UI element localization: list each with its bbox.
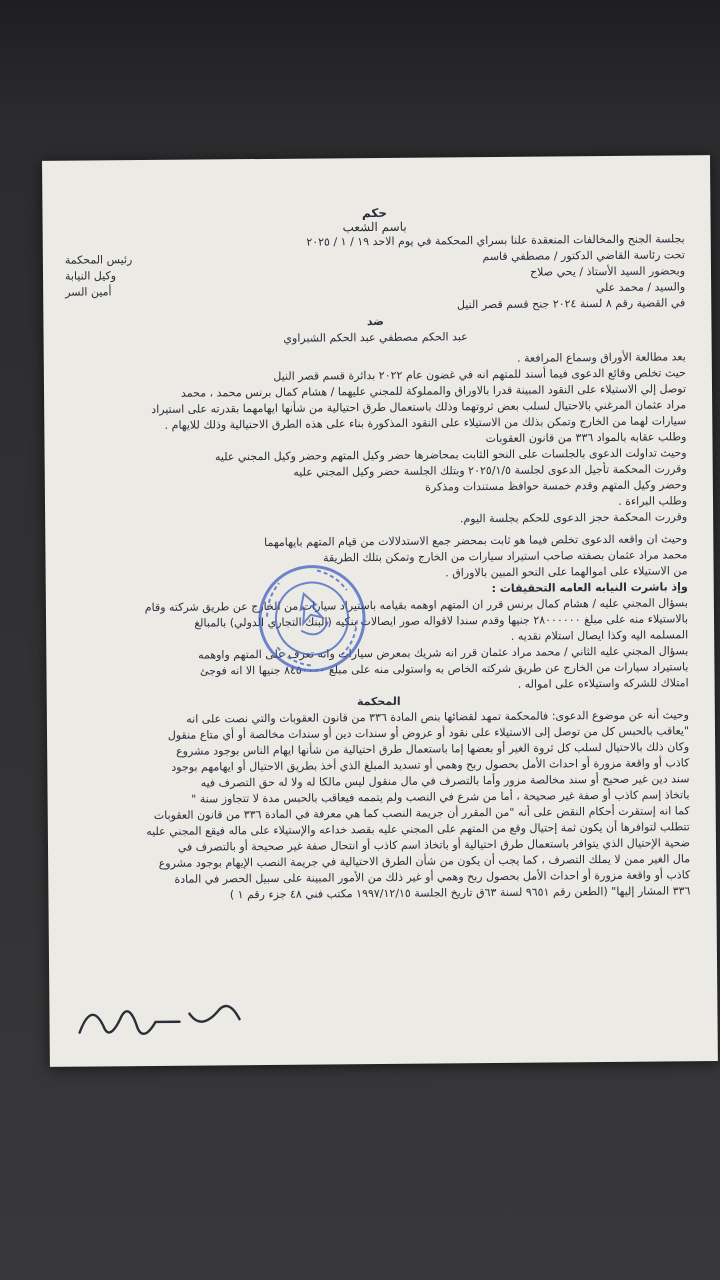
facts-line: امتلاك للشركه واستيلاءه على امواله . [517, 676, 689, 691]
reasoning-line: مال الغير ممن لا يملك التصرف ، كما يجب أن يكون من شأن الطرق الاحتيالية في جريمة النصب الإيهام بوجود مشروع [158, 852, 691, 870]
facts-line: محمد مراد عثمان بصفته صاحب استيراد سيارات من الخارج وتمكن بتلك الطريقة [322, 548, 688, 565]
session-line: بجلسة الجنح والمخالفات المنعقدة علنا بسراي المحكمة في يوم الاحد ١٩ / ١ / ٢٠٢٥ [306, 232, 685, 249]
body-line: حيث تخلص وقائع الدعوى فيما أسند للمتهم انه في غضون عام ٢٠٢٢ بدائرة قسم قصر النيل [273, 366, 686, 383]
document-subtitle: باسم الشعب [342, 219, 407, 235]
facts-line: وإذ باشرت النيابه العامه التحقيقات : [491, 580, 688, 596]
body-line: وقررت المحكمة حجز الدعوى للحكم بجلسة اليوم. [459, 510, 688, 526]
defendant-name: عبد الحكم مصطفي عبد الحكم الشبراوي [283, 330, 468, 345]
court-document [42, 155, 718, 1067]
reasoning-line: وحيث أنه عن موضوع الدعوى: فالمحكمة تمهد لقضائها بنص المادة ٣٣٦ من قانون العقوبات والتي نصت على انه [186, 708, 689, 726]
facts-line: وحيث ان واقعه الدعوى تخلص فيما هو ثابت بمحضر جمع الاستدلالات من قيام المتهم بايهامهما [264, 532, 688, 549]
facts-line: من الاستيلاء على اموالهما على النحو المبين بالاوراق . [445, 564, 688, 580]
reasoning-line: وكان ذلك بالاحتيال لسلب كل ثروة الغير أو بعضها إما باستعمال طرق احتيالية من شأنها ايهام الناس بوجود مشروع [176, 740, 690, 758]
body-line: وحيث تداولت الدعوى بالجلسات على النحو الثابت بمحاضرها حضر وكيل المتهم وحضر وكيل المجني عليه [214, 446, 687, 464]
reasoning-line: "يعاقب بالحبس كل من توصل إلى الاستيلاء على نقود أو عروض أو سندات دين أو سندات مخالصة أو أي متاع منقول [167, 724, 690, 742]
session-line: والسيد / محمد علي [595, 280, 686, 295]
body-line: وطلب عقابه بالمواد ٣٣٦ من قانون العقوبات [485, 430, 687, 446]
facts-line: المسلمه اليه وكذا ايصال استلام نقديه . [510, 628, 689, 643]
reasoning-line: ٣٣٦ المشار إليها" (الطعن رقم ٩٦٥١ لسنة ٦٣ق تاريخ الجلسة ١٩٩٧/١٢/١٥ مكتب فني ٤٨ جزء رقم ١ ) [229, 884, 691, 902]
body-line: بعد مطالعة الأوراق وسماع المرافعة . [517, 350, 686, 365]
reasoning-line: كاذب أو واقعة مزورة أو احداث الأمل بحصول ربح وهمي أو تسديد المبلغ الذي أخذ بطريق الاحتيال أو ايهامهم بوجود [171, 756, 690, 774]
facts-line: باستيراد سيارات من الخارج عن طريق شركته الخاص به واستولى منه على مبلغ ٨٤٥٠٠٠٠ جنيها الا انه فوجئ [199, 660, 689, 678]
body-line: وقررت المحكمة تأجيل الدعوى لجلسة ٢٠٢٥/١/٥ وبتلك الجلسة حضر وكيل المجني عليه [293, 462, 687, 479]
reasoning-line: باتخاذ إسم كاذب أو صفة غير صحيحة ، أما من شرع في النصب ولم يتممه فيعاقب بالحبس مدة لا تتجاوز سنة " [191, 788, 690, 806]
reasoning-line: ضحية الإحتيال الذي يتوافر باستعمال طرق احتيالية أو باتخاذ اسم كاذب أو انتحال صفة غير صحيحة أو بالتصرف في [177, 836, 691, 854]
session-role: رئيس المحكمة [64, 253, 133, 267]
facts-line: بالاستيلاء منه على مبلغ ٢٨٠٠٠٠٠٠ جنيها وقدم سندا لاقواله صور ايصالات بنكيه (البنك التجاري الدولي) بالمبالغ [194, 612, 689, 630]
body-line: وحضر وكيل المتهم وقدم خمسة حوافظ مستندات ومذكرة [425, 478, 687, 494]
case-number: في القضية رقم ٨ لسنة ٢٠٢٤ جنح قسم قصر النيل [456, 296, 686, 312]
body-line: وطلب البراءة . [618, 494, 688, 508]
facts-line: بسؤال المجني عليه الثاني / محمد مراد عثمان قرر انه شريك بمعرض سيارات وانه تعرف على المتهم واوهمه [197, 644, 689, 662]
reasoning-line: كما انه إستقرت أحكام النقض على أنه "من المقرر أن جريمة النصب كما هي معرفة في المادة ٣٣٦ من قانون العقوبات [153, 804, 690, 822]
reasoning-line: سند دين غير صحيح أو سند مخالصة مزور وأما بالتصرف في مال منقول ليس مالكا له ولا له حق التصرف فيه [200, 772, 690, 790]
facts-line: بسؤال المجني عليه / هشام كمال برنس قرر ان المتهم اوهمه بقيامه باستيراد سيارات من الخارج عن طريق شركته وقام [144, 596, 688, 615]
against-label: ضد [366, 314, 384, 329]
session-role: وكيل النيابة [64, 269, 117, 283]
document-title: حكم [361, 205, 388, 221]
session-line: تحت رئاسة القاضي الدكتور / مصطفي قاسم [482, 248, 685, 264]
body-line: توصل إلي الاستيلاء على النقود المبينة قدرا بالاوراق والمملوكة للمجني عليهما / هشام كمال برنس محمد ، محمد [180, 382, 687, 400]
court-heading: المحكمة [356, 694, 401, 709]
session-role: أمين السر [65, 285, 112, 299]
handwritten-signature-icon [69, 991, 250, 1053]
reasoning-line: كاذب أو واقعة مزورة أو احداث الأمل بحصول ربح وهمي أو غير ذلك من الأمور المبينة على سبيل الحصر في المادة [174, 868, 691, 886]
body-line: سيارات لهما من الخارج وتمكن بذلك من الاستيلاء على النقود المذكورة بناء على هذه الطرق الاحتيالية وذلك للايهام . [164, 414, 687, 432]
session-line: وبحضور السيد الأستاذ / يحي صلاح [529, 264, 686, 279]
reasoning-line: تتطلب لتوافرها أن يكون ثمة إحتيال وقع من المتهم على المجني عليه بقصد خداعه والإستيلاء على ماله فيقع المجني عليه [146, 820, 690, 839]
body-line: مراد عثمان المرغني بالاحتيال لسلب بعض ثروتهما وذلك باستعمال طرق احتيالية من شأنها ايهامهما بقدرته على استيراد [151, 398, 687, 416]
